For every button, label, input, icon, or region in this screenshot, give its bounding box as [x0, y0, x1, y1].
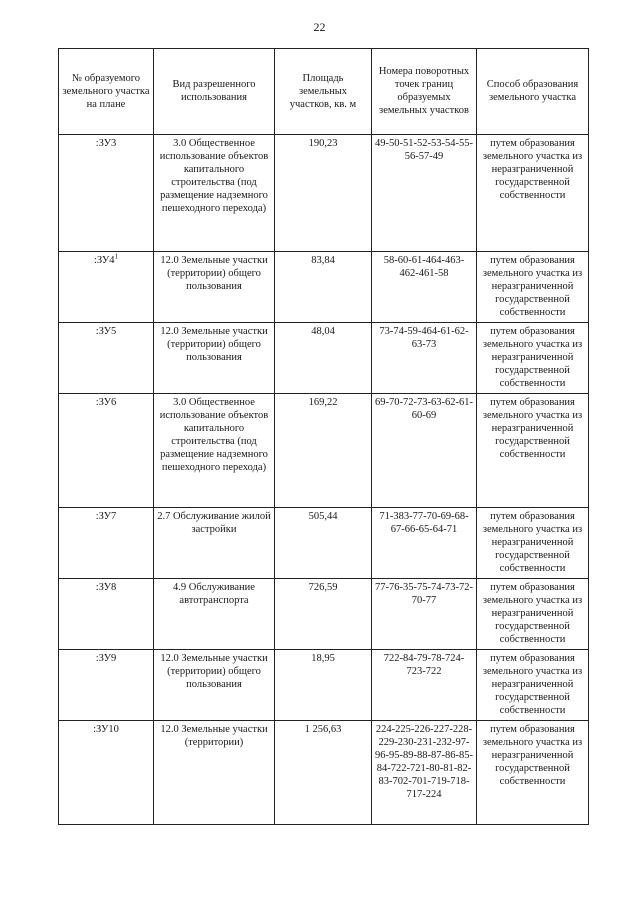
table-row	[59, 721, 589, 825]
plot-number: :ЗУ6	[95, 397, 117, 408]
formation-method-cell: путем образования земельного участка из неразграниченной государственной собственности	[477, 252, 589, 323]
plot-number: :ЗУ4	[93, 255, 115, 266]
formation-method-cell: путем образования земельного участка из неразграниченной государственной собственности	[477, 394, 589, 508]
page-number: 22	[313, 20, 326, 34]
plot-number-cell	[59, 252, 154, 323]
table-row	[59, 135, 589, 252]
area-cell: 83,84	[275, 252, 372, 323]
turning-points-cell: 58-60-61-464-463-462-461-58	[372, 252, 477, 323]
formation-method-cell: путем образования земельного участка из неразграниченной государственной собственности	[477, 323, 589, 394]
permitted-use-cell: 3.0 Общественное использование объектов капитального строительства (под размещение надземного пешеходного перехода)	[154, 394, 275, 508]
permitted-use-cell: 3.0 Общественное использование объектов капитального строительства (под размещение надземного пешеходного перехода)	[154, 135, 275, 252]
header-permitted-use: Вид разрешенного использования	[154, 49, 275, 135]
plot-number: :ЗУ3	[95, 138, 117, 149]
header-turning-points: Номера поворотных точек границ образуемых земельных участков	[372, 49, 477, 135]
area-cell: 505,44	[275, 508, 372, 579]
header-formation-method: Способ образования земельного участка	[477, 49, 589, 135]
plot-number: :ЗУ10	[93, 724, 119, 735]
formation-method-cell: путем образования земельного участка из неразграниченной государственной собственности	[477, 721, 589, 825]
permitted-use-cell: 4.9 Обслуживание автотранспорта	[154, 579, 275, 650]
plot-number: :ЗУ5	[95, 326, 117, 337]
area-cell: 18,95	[275, 650, 372, 721]
plot-number: :ЗУ7	[95, 511, 117, 522]
land-plots-table	[58, 48, 589, 825]
formation-method-cell: путем образования земельного участка из неразграниченной государственной собственности	[477, 508, 589, 579]
table-header-row	[59, 49, 589, 135]
table-row	[59, 508, 589, 579]
table-row	[59, 650, 589, 721]
formation-method-cell: путем образования земельного участка из неразграниченной государственной собственности	[477, 650, 589, 721]
formation-method-cell: путем образования земельного участка из неразграниченной государственной собственности	[477, 579, 589, 650]
turning-points-cell: 722-84-79-78-724-723-722	[372, 650, 477, 721]
header-plot-number: № образуемого земельного участка на плане	[59, 49, 154, 135]
header-area: Площадь земельных участков, кв. м	[275, 49, 372, 135]
table-row	[59, 323, 589, 394]
turning-points-cell: 224-225-226-227-228-229-230-231-232-97-96-95-89-88-87-86-85-84-722-721-80-81-82-83-702-701-719-718-717-224	[372, 721, 477, 825]
permitted-use-cell: 12.0 Земельные участки (территории)	[154, 721, 275, 825]
area-cell: 169,22	[275, 394, 372, 508]
table-row	[59, 579, 589, 650]
plot-number-cell	[59, 394, 154, 508]
permitted-use-cell: 12.0 Земельные участки (территории) общего пользования	[154, 650, 275, 721]
formation-method-cell: путем образования земельного участка из неразграниченной государственной собственности	[477, 135, 589, 252]
permitted-use-cell: 2.7 Обслуживание жилой застройки	[154, 508, 275, 579]
plot-number-cell	[59, 650, 154, 721]
area-cell: 726,59	[275, 579, 372, 650]
permitted-use-cell: 12.0 Земельные участки (территории) общего пользования	[154, 252, 275, 323]
plot-number-superscript: 1	[114, 252, 119, 261]
turning-points-cell: 49-50-51-52-53-54-55-56-57-49	[372, 135, 477, 252]
plot-number-cell	[59, 579, 154, 650]
area-cell: 48,04	[275, 323, 372, 394]
permitted-use-cell: 12.0 Земельные участки (территории) общего пользования	[154, 323, 275, 394]
turning-points-cell: 69-70-72-73-63-62-61-60-69	[372, 394, 477, 508]
plot-number: :ЗУ8	[95, 582, 117, 593]
table-row	[59, 252, 589, 323]
plot-number-cell	[59, 508, 154, 579]
plot-number: :ЗУ9	[95, 653, 117, 664]
area-cell: 1 256,63	[275, 721, 372, 825]
plot-number-cell	[59, 721, 154, 825]
turning-points-cell: 71-383-77-70-69-68-67-66-65-64-71	[372, 508, 477, 579]
table-row	[59, 394, 589, 508]
area-cell: 190,23	[275, 135, 372, 252]
turning-points-cell: 77-76-35-75-74-73-72-70-77	[372, 579, 477, 650]
plot-number-cell	[59, 135, 154, 252]
plot-number-cell	[59, 323, 154, 394]
turning-points-cell: 73-74-59-464-61-62-63-73	[372, 323, 477, 394]
